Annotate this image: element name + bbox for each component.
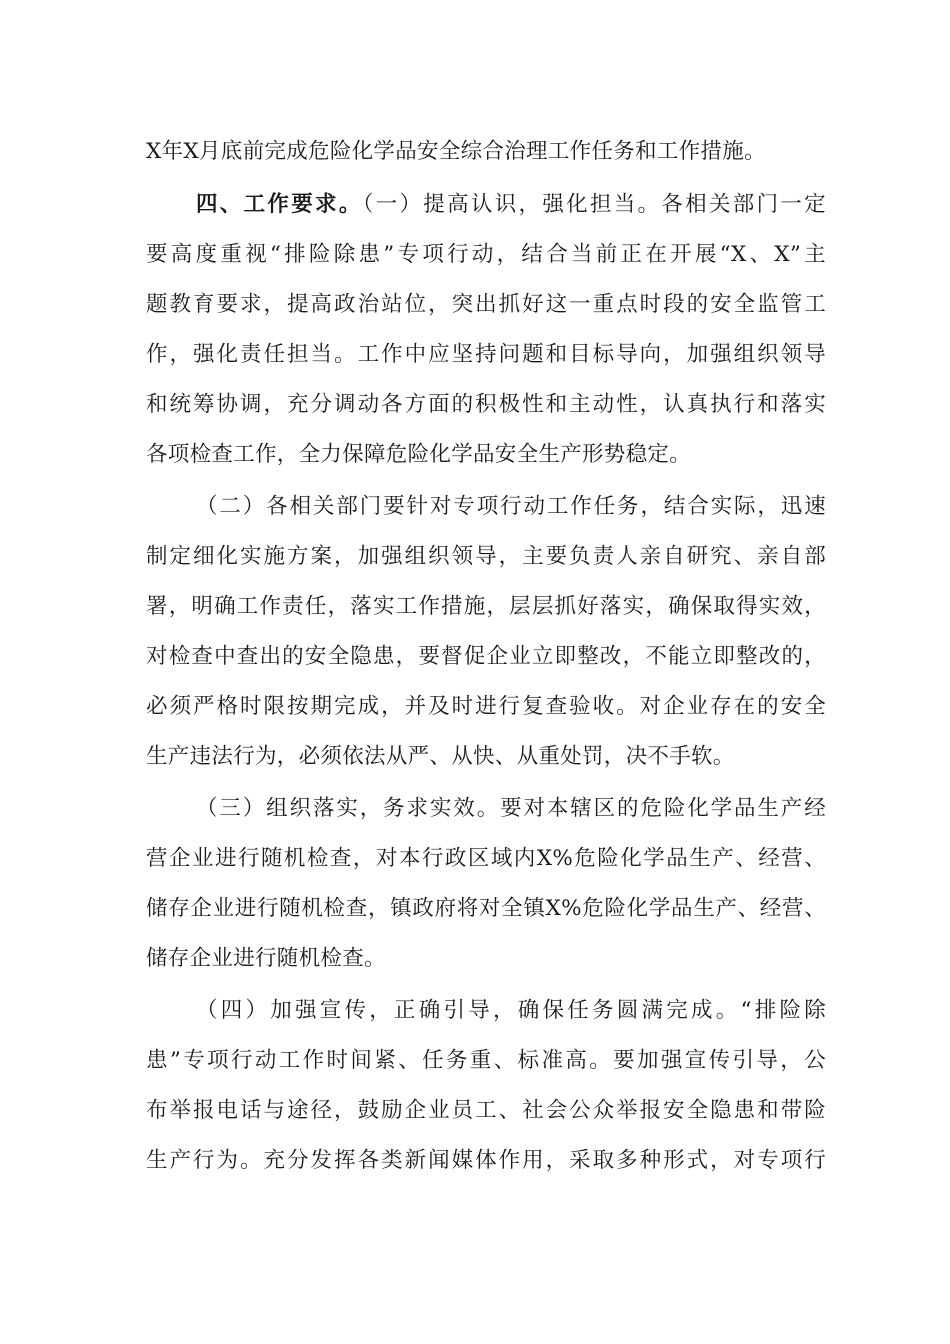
paragraph-1-lead: （一）提高认识，强化担当。各相关部门一定 <box>362 192 826 217</box>
paragraph-line: 题教育要求，提高政治站位，突出抓好这一重点时段的安全监管工 <box>146 292 826 317</box>
paragraph-line: 营企业进行随机检查，对本行政区域内X%危险化学品生产、经营、 <box>146 846 826 871</box>
paragraph-line: 要高度重视“排险除患”专项行动，结合当前正在开展“X、X”主 <box>146 242 826 267</box>
paragraph-line: 作，强化责任担当。工作中应坚持问题和目标导向，加强组织领导 <box>146 342 826 367</box>
section-4-first-line <box>196 180 826 230</box>
paragraph-line: 储存企业进行随机检查，镇政府将对全镇X%危险化学品生产、经营、 <box>146 896 826 921</box>
paragraph-line: 必须严格时限按期完成，并及时进行复查验收。对企业存在的安全 <box>146 694 826 719</box>
paragraph-line: 署，明确工作责任，落实工作措施，层层抓好落实，确保取得实效， <box>146 594 826 619</box>
paragraph-line: 生产行为。充分发挥各类新闻媒体作用，采取多种形式，对专项行 <box>146 1148 826 1173</box>
paragraph-line: 对检查中查出的安全隐患，要督促企业立即整改，不能立即整改的， <box>146 644 826 669</box>
section-4-heading: 四、工作要求。 <box>196 192 363 217</box>
paragraph-line: （二）各相关部门要针对专项行动工作任务，结合实际，迅速 <box>196 494 826 519</box>
paragraph-line: （四）加强宣传，正确引导，确保任务圆满完成。“排险除 <box>196 998 826 1023</box>
paragraph-line: （三）组织落实，务求实效。要对本辖区的危险化学品生产经 <box>196 796 826 821</box>
paragraph-line: 储存企业进行随机检查。 <box>146 946 386 971</box>
paragraph-line: 布举报电话与途径，鼓励企业员工、社会公众举报安全隐患和带险 <box>146 1098 826 1123</box>
paragraph-line: 和统筹协调，充分调动各方面的积极性和主动性，认真执行和落实 <box>146 392 826 417</box>
intro-line: X年X月底前完成危险化学品安全综合治理工作任务和工作措施。 <box>146 139 766 164</box>
paragraph-line: 患”专项行动工作时间紧、任务重、标准高。要加强宣传引导，公 <box>146 1048 826 1073</box>
paragraph-line: 生产违法行为，必须依法从严、从快、从重处罚，决不手软。 <box>146 744 735 769</box>
paragraph-line: 各项检查工作，全力保障危险化学品安全生产形势稳定。 <box>146 442 692 467</box>
paragraph-line: 制定细化实施方案，加强组织领导，主要负责人亲自研究、亲自部 <box>146 544 826 569</box>
